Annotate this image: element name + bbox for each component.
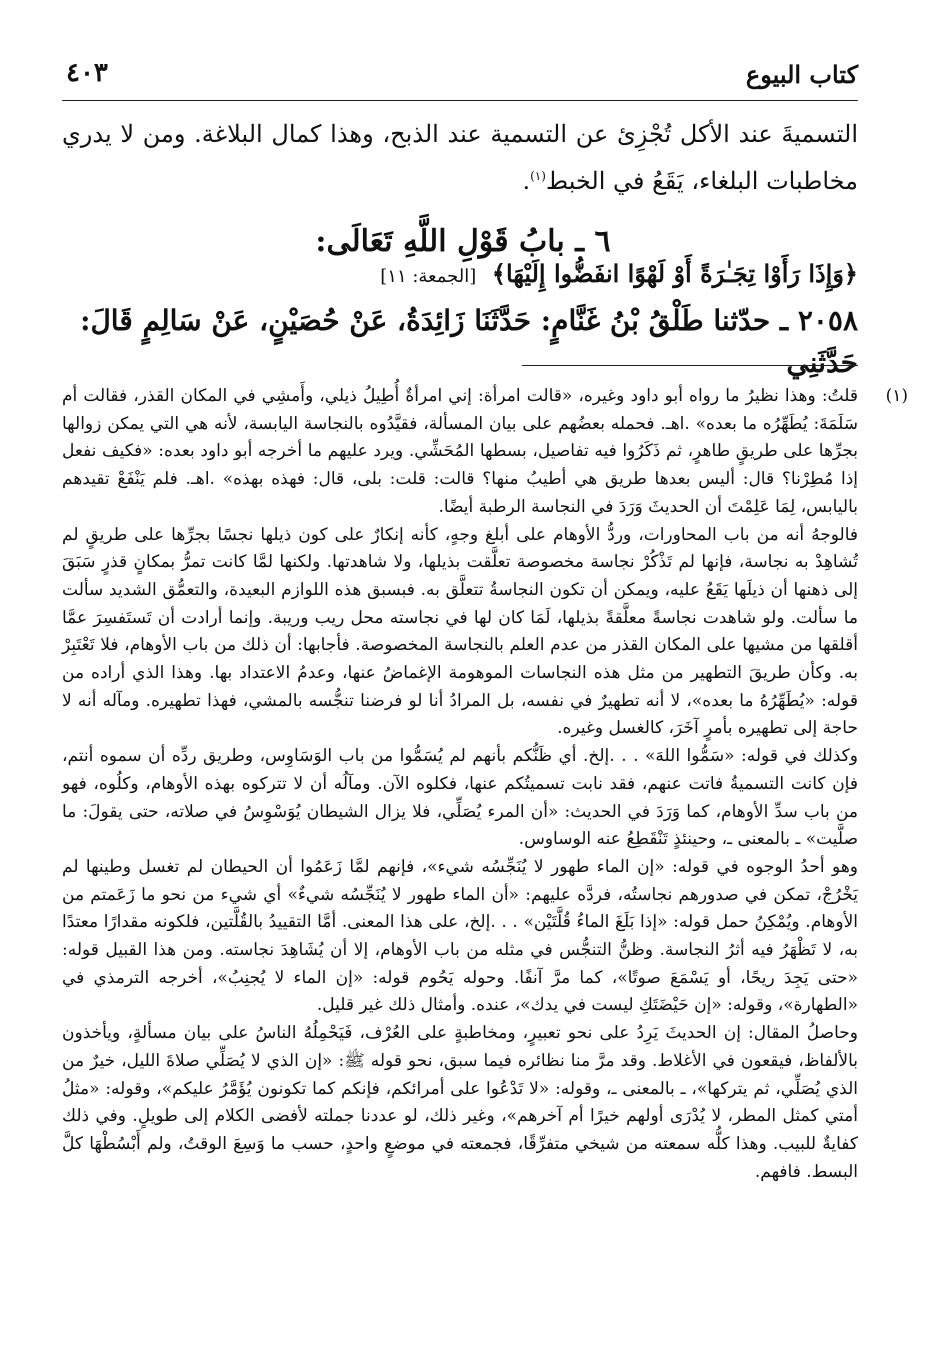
footnote-paragraph: قلتُ: وهذا نظيرُ ما رواه أبو داود وغيره، «قالت امرأة: إني امرأةٌ أُطِيلُ ذيلي، وأَمشِي في المكان القذر، فقالت أم سَلَمَةَ: يُطَهِّرُه ما بعده» .اهـ. فحمله بعضُهم على بيان المسألة، فقيَّدُوه بالنجاسة اليابسة، لأنه هي التي يمكن زوالها بجرِّها على طريقٍ طاهرٍ، ثم ذَكَرُوا فيه تفاصيل، بسطها المُحَشِّي. ويرد عليهم ما أخرجه أبو داود بعده: «فكيف نفعل إذا مُطِرْنا؟ قال: أليس بعدها طريق هي أطيبُ منها؟ قالت: قلت: بلى، قال: فهذه بهذه» .اهـ. فلم يَنْفَعْ تقيدهم باليابس، لِمَا عَلِمْتَ أن الحديثَ وَرَدَ في النجاسة الرطبة أيضًا.	[62, 386, 858, 517]
verse-reference: [الجمعة: ١١]	[380, 266, 477, 287]
footnote-paragraph: فالوجهُ أنه من باب المحاورات، وردُّ الأوهام على أبلغ وجهٍ، كأنه إنكارٌ على كون ذيلها نجسًا بجرِّها على طريقٍ لم تُشاهِدْ به نجاسة، فإنها لم تَذْكُرْ نجاسة مخصوصة تعلَّقت بذيلها، ولا شاهدتها. ولكنها لمَّا كانت تمرُّ بمكانٍ قذرٍ سَبَقَ إلى ذهنها أن ذيلَها يَقَعُ عليه، ويمكن أن تكون النجاسةُ تتعلَّق به. فبسبق هذه اللوازم البعيدة، والتعمُّق الشديد سألت ما سألت. ولو شاهدت نجاسةً معلَّقةً بذيلها، لَمَا كان لها في نجاسته محل ريب وريبة. وإنما أرادت أن تَستَفسِرَ عمَّا أقلقها من مشيها على المكان القذر من عدم العلم بالنجاسة المخصوصة. فأجابها: أن ذلك من باب الأوهام، فلا تَعْتَبِرْ به. وكأن طريقَ التطهير من مثل هذه النجاسات الموهومة الإغماضُ عنها، وعدمُ الاعتداد بها. وهذا الذي أراده من قوله: «يُطَهِّرُهُ ما بعده»، لا أنه تطهيرٌ في نفسه، بل المرادُ أنا لو فرضنا تنجُّسه بالمشي، فهذا تطهيره. ومآله أنه لا حاجة إلى تطهيره بأمرٍ آخَرَ، كالغسل وغيره.	[62, 524, 858, 739]
book-title: كتاب البيوع	[745, 60, 858, 89]
footnote-paragraph: وحاصلُ المقال: إن الحديثَ يَرِدُ على نحو تعبيرٍ، ومخاطبةٍ على العُرْف، فَيَحْمِلُهُ الناسُ على بيان مسألةٍ، ويأخذون بالألفاظ، فيقعون في الأغلاط. وقد مرَّ منا نظائره فيما سبق، نحو قوله ﷺ: «إن الذي لا يُصَلِّي صلاةَ الليل، خيرٌ من الذي يُصَلِّي، ثم يتركها»، ـ بالمعنى ـ، وقوله: «لا تَدْعُوا على أمرائكم، فإنكم كما تكونون يُؤَمَّرُ عليكم»، وقوله: «مثلُ أمتي كمثل المطر، لا يُدْرَى أولهم خيرًا أم آخرهم»، وغير ذلك، لو عددنا جملته لأفضى الكلام إلى طويلٍ. وفي ذلك كفايةٌ للبيب. وهذا كلُّه سمعته من شيخي متفرِّقًا، فجمعته في موضعٍ واحدٍ، حسب ما وَسِعَ الوقتُ، ولم أَبْسُطْهَا كلَّ البسط. فافهم.	[62, 1023, 858, 1182]
hadith-chain: ٢٠٥٨ ـ حدّثنا طَلْقُ بْنُ غَنَّامٍ: حَدَّثَنَا زَائِدَةُ، عَنْ حُصَيْنٍ، عَنْ سَالِمٍ قَالَ: حَدَّثَنِي	[80, 304, 858, 379]
chapter-title: ٦ ـ بابُ قَوْلِ اللَّهِ تَعَالَى:	[315, 224, 611, 259]
main-text-content: التسميةَ عند الأكل تُجْزِئ عن التسمية عند الذبح، وهذا كمال البلاغة. ومن لا يدري مخاطبات البلغاء، يَقَعُ في الخبط	[62, 120, 858, 195]
footnotes	[62, 383, 908, 1186]
footnote-paragraph: وهو أحدُ الوجوه في قوله: «إن الماء طهور لا يُنَجِّسُه شيء»، فإنهم لمَّا زَعَمُوا أن الحيطان لم تغسل وطينها لم يَخْرُجْ، تمكن في صدورهم نجاستُه، فردَّه عليهم: «أن الماء طهور لا يُنَجِّسُه شيءٌ» أي شيء من نحو ما زَعَمتم من الأوهام. ويُمْكِنُ حمل قوله: «إذا بَلَغَ الماءُ قُلَّتَيْن» . . .إلخ، على هذا المعنى. أمَّا التقييدُ بالقُلَّتين، فلكونه مقدارًا معتدًا به، لا تَظْهَرُ فيه أثرُ النجاسة. وظنُّ التنجُّس في مثله من باب الأوهام، إلا أن يُشَاهِدَ نجاسته. ومن هذا القبيل قوله: «حتى يَجِدَ ريحًا، أو يَسْمَعَ صوتًا»، كما مرَّ آنفًا. وحوله يَحُوم قوله: «إن الماء لا يُجنِبُ»، أخرجه الترمذي في «الطهارة»، وقوله: «إن حَيْضَتَكِ ليست في يدك»، عنده. وأمثال ذلك غير قليل.	[62, 856, 858, 1016]
footnote-divider	[522, 365, 858, 366]
main-text: التسميةَ عند الأكل تُجْزِئ عن التسمية عند الذبح، وهذا كمال البلاغة. ومن لا يدري مخاطبات البلغاء، يَقَعُ في الخبط$^{(١)}$.	[62, 120, 858, 195]
footnote-reference: (١)	[530, 169, 546, 183]
footnote-paragraph: وكذلك في قوله: «سَمُّوا اللهَ» . . .إلخ. أي ظَنُّكم بأنهم لم يُسَمُّوا من باب الوَسَاوِس، وطريق ردِّه أن سموه أنتم، فإن كانت التسميةُ فاتت عنهم، فقد نابت تسميتُكم عنها، فكلوه الآن. ومآلُه أن لا تتركوه بهذه الأوهام، وكلُوه، فهو من باب سدِّ الأوهام، كما وَرَدَ في الحديث: «أن المرء يُصَلِّي، فلا يزال الشيطان يُوَسْوِسُ في صلاته، حتى يقولَ: ما صلَّيت» ـ بالمعنى ـ، وحينئذٍ تَنْقَطِعُ عنه الوساوس.	[62, 746, 858, 850]
footnote-marker: (١)	[885, 386, 908, 406]
quran-verse: ﴿وَإِذَا رَأَوْا تِجَـٰرَةً أَوْ لَهْوًا انفَضُّوا إِلَيْهَا﴾	[491, 259, 858, 288]
quran-verse-line	[62, 256, 858, 295]
page-number: ٤٠٣	[66, 58, 108, 88]
page-header	[62, 58, 858, 101]
